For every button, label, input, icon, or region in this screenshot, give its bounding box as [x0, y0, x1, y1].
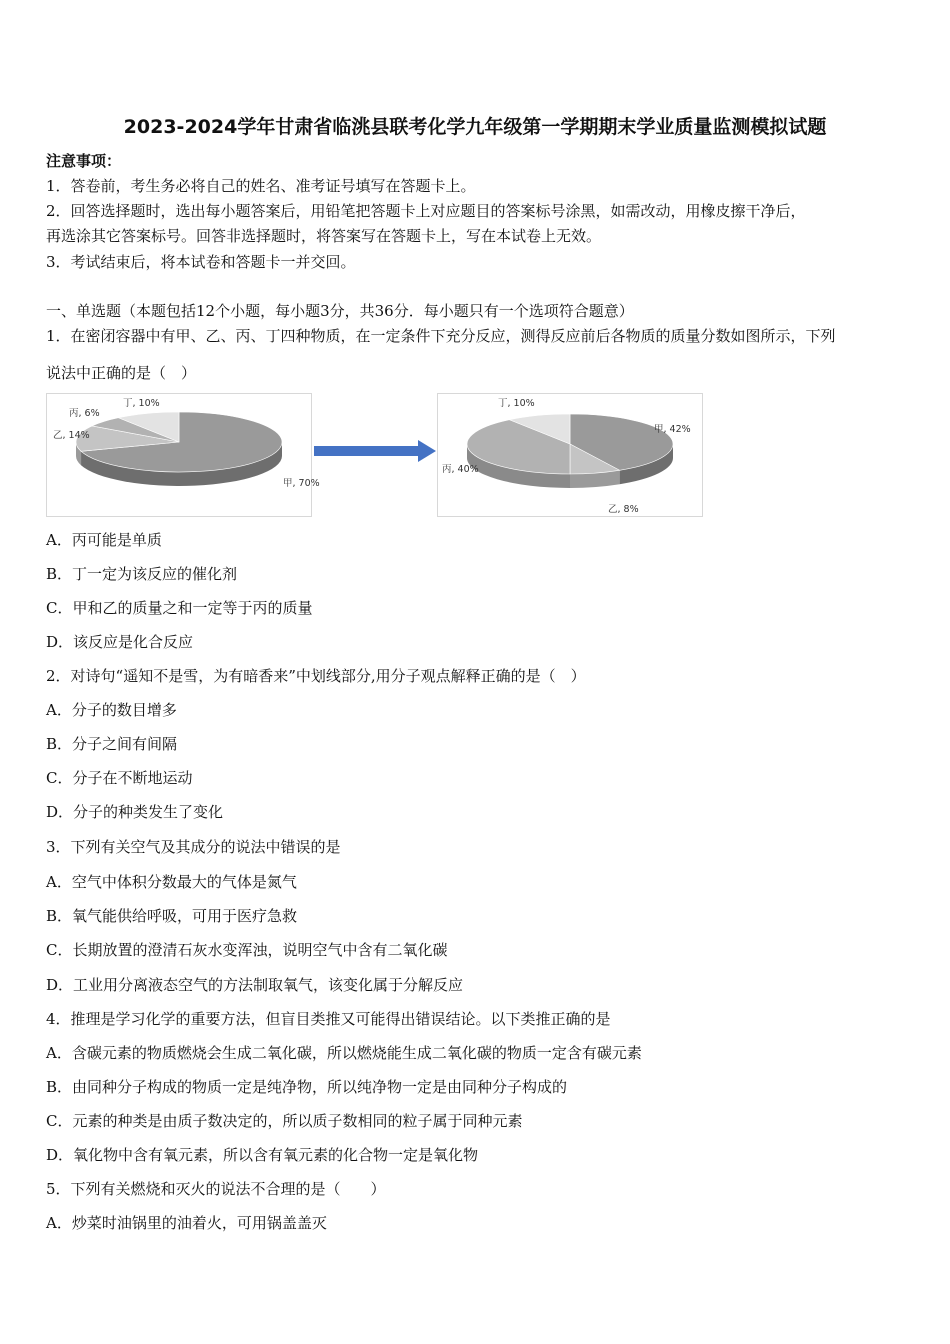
q1-option-a: A．丙可能是单质 [46, 531, 162, 549]
section-heading: 一、单选题（本题包括12个小题，每小题3分，共36分．每小题只有一个选项符合题意） [46, 302, 634, 320]
pie-data-label: 乙, 14% [53, 430, 90, 441]
q4-option-a: A．含碳元素的物质燃烧会生成二氧化碳，所以燃烧能生成二氧化碳的物质一定含有碳元素 [46, 1044, 642, 1062]
q4-stem: 4．推理是学习化学的重要方法，但盲目类推又可能得出错误结论。以下类推正确的是 [46, 1010, 611, 1028]
pie-data-label: 甲, 42% [654, 424, 691, 435]
q1-option-d: D．该反应是化合反应 [46, 633, 194, 651]
q5-stem: 5．下列有关燃烧和灭火的说法不合理的是（ ） [46, 1180, 386, 1198]
page-title: 2023-2024学年甘肃省临洮县联考化学九年级第一学期期末学业质量监测模拟试题 [123, 116, 827, 138]
notice-heading: 注意事项： [46, 152, 122, 170]
pie-data-label: 丙, 40% [442, 464, 479, 475]
q3-stem: 3．下列有关空气及其成分的说法中错误的是 [46, 838, 341, 856]
q2-stem: 2．对诗句“遥知不是雪，为有暗香来”中划线部分,用分子观点解释正确的是（ ） [46, 667, 586, 685]
q3-option-b: B．氧气能供给呼吸，可用于医疗急救 [46, 907, 298, 925]
pie-chart-before [46, 393, 320, 517]
q2-option-a: A．分子的数目增多 [46, 701, 177, 719]
pie-chart-before-svg [47, 394, 320, 516]
q5-option-a: A．炒菜时油锅里的油着火，可用锅盖盖灭 [46, 1214, 327, 1232]
pie-data-label: 丁, 10% [498, 398, 535, 409]
q1-stem: 1．在密闭容器中有甲、乙、丙、丁四种物质，在一定条件下充分反应，测得反应前后各物质的质量分数如图所示，下列 [46, 327, 836, 345]
q4-option-d: D．氧化物中含有氧元素，所以含有氧元素的化合物一定是氧化物 [46, 1146, 479, 1164]
q1-stem-cont: 说法中正确的是（ ） [46, 364, 197, 382]
notice-item: 3．考试结束后，将本试卷和答题卡一并交回。 [46, 253, 356, 271]
q3-option-c: C．长期放置的澄清石灰水变浑浊，说明空气中含有二氧化碳 [46, 941, 448, 959]
arrow-right-icon [314, 440, 436, 462]
q3-option-a: A．空气中体积分数最大的气体是氮气 [46, 873, 297, 891]
q2-option-b: B．分子之间有间隔 [46, 735, 178, 753]
q1-option-c: C．甲和乙的质量之和一定等于丙的质量 [46, 599, 313, 617]
q4-option-b: B．由同种分子构成的物质一定是纯净物，所以纯净物一定是由同种分子构成的 [46, 1078, 568, 1096]
pie-data-label: 乙, 8% [608, 504, 639, 515]
q4-option-c: C．元素的种类是由质子数决定的，所以质子数相同的粒子属于同种元素 [46, 1112, 523, 1130]
pie-data-label: 丁, 10% [123, 398, 160, 409]
notice-item: 2．回答选择题时，选出每小题答案后，用铅笔把答题卡上对应题目的答案标号涂黑，如需改动，用橡皮擦干净后， [46, 202, 806, 220]
q1-option-b: B．丁一定为该反应的催化剂 [46, 565, 238, 583]
pie-chart-after-svg [438, 394, 702, 516]
q2-option-d: D．分子的种类发生了变化 [46, 803, 224, 821]
pie-chart-after [437, 393, 703, 517]
q3-option-d: D．工业用分离液态空气的方法制取氧气，该变化属于分解反应 [46, 976, 464, 994]
pie-data-label: 丙, 6% [69, 408, 100, 419]
q2-option-c: C．分子在不断地运动 [46, 769, 193, 787]
notice-item: 1．答卷前，考生务必将自己的姓名、准考证号填写在答题卡上。 [46, 177, 476, 195]
notice-item: 再选涂其它答案标号。回答非选择题时，将答案写在答题卡上，写在本试卷上无效。 [46, 227, 602, 245]
pie-data-label: 甲, 70% [283, 478, 320, 489]
